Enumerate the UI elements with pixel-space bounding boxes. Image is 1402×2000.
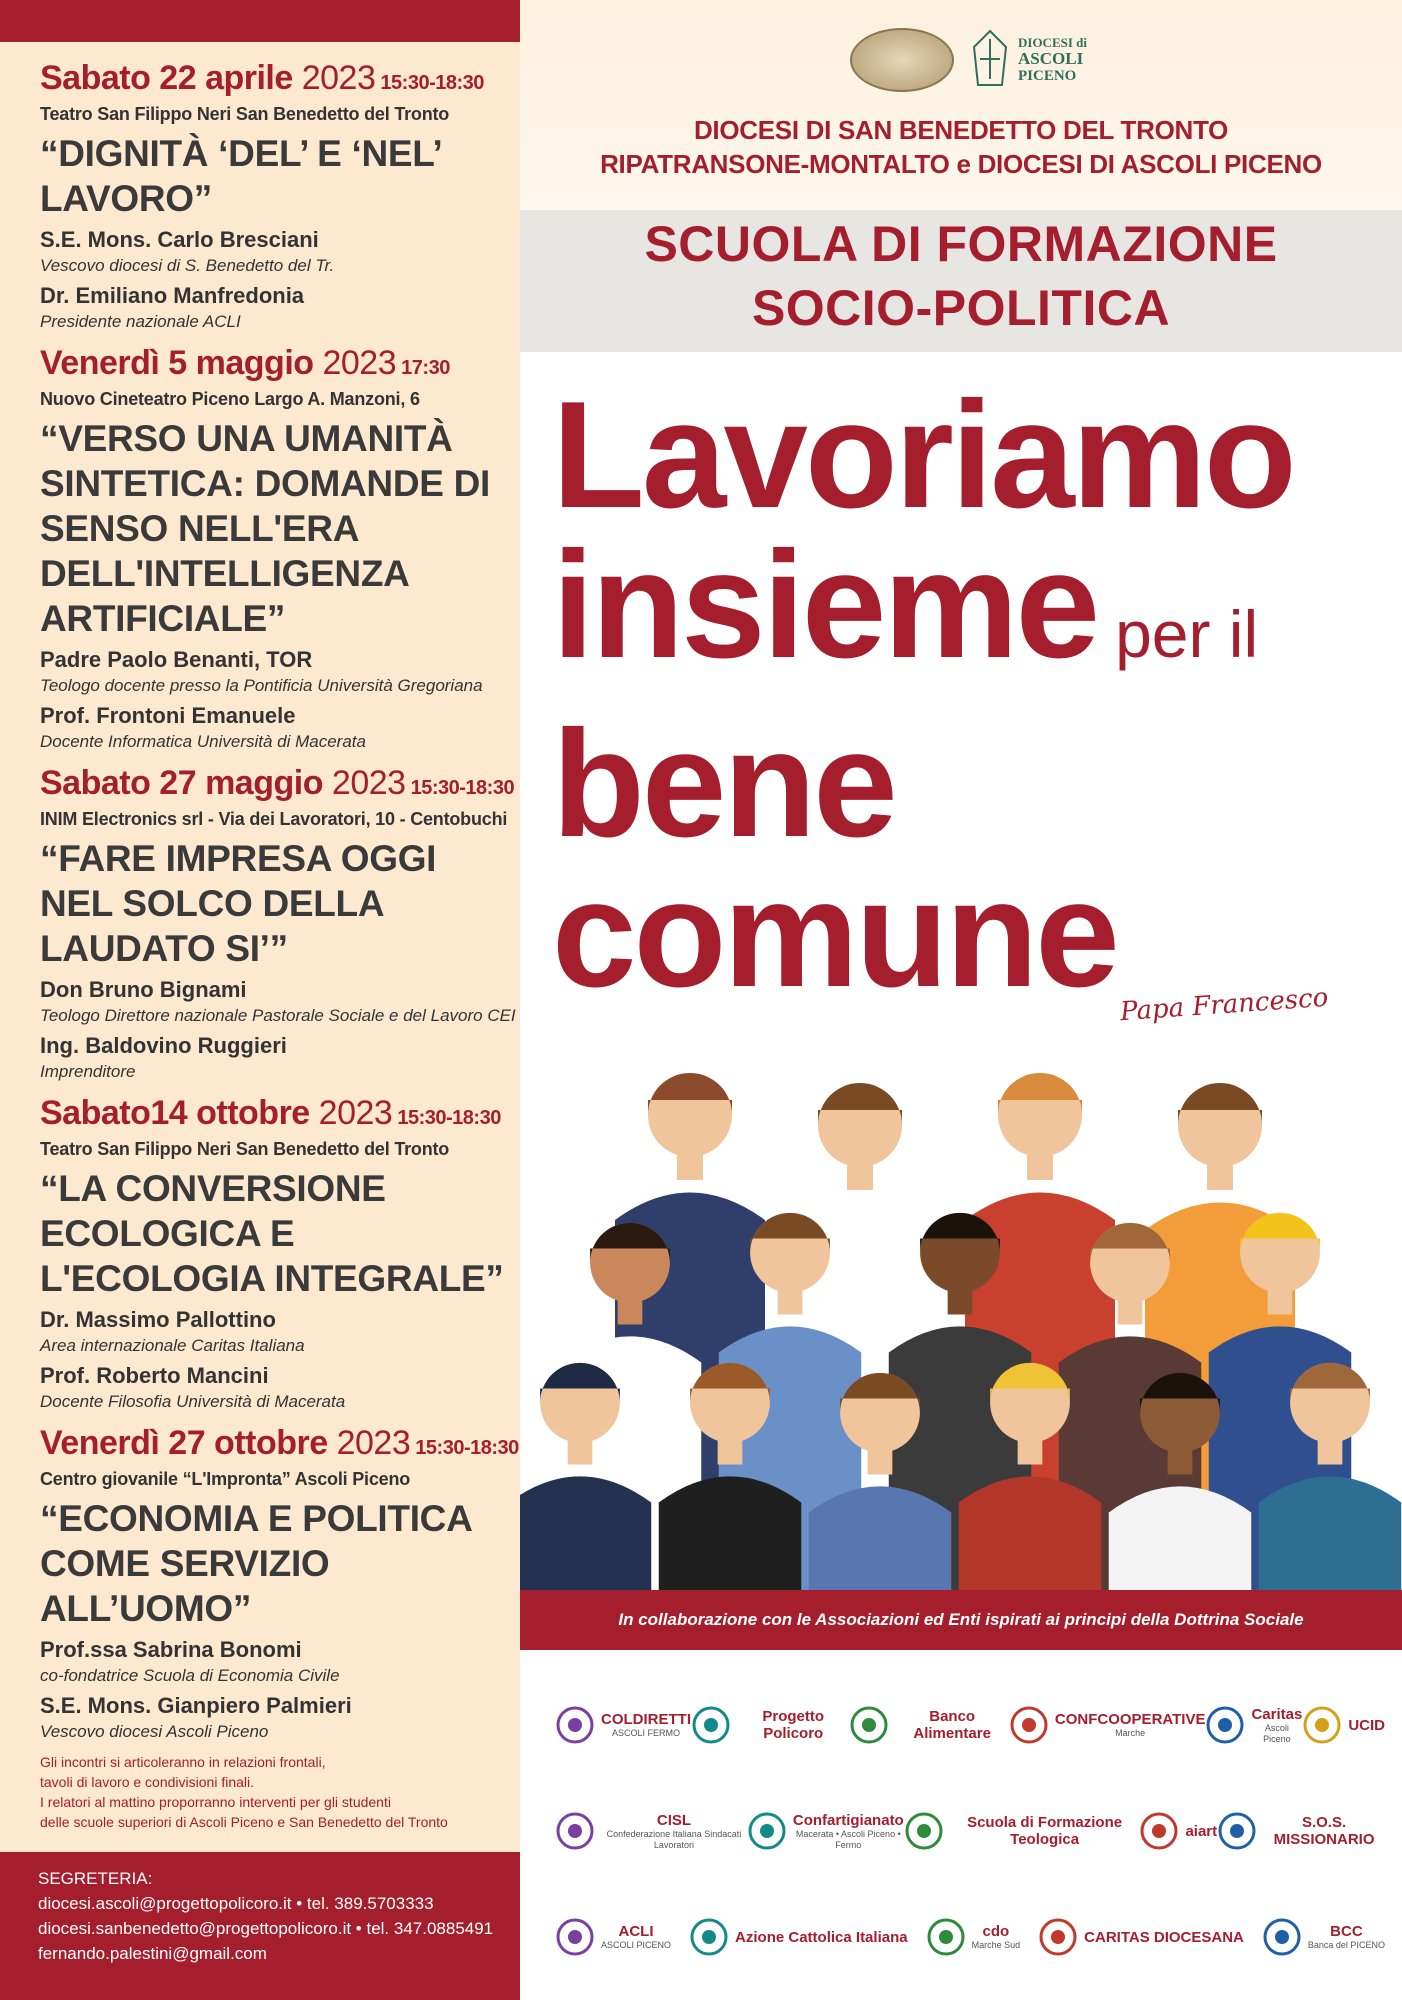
partner-name: UCID — [1348, 1716, 1385, 1734]
event-day: Sabato 27 maggio — [40, 764, 332, 802]
slogan-line: Lavoriamo — [552, 370, 1294, 540]
secretariat-label: SEGRETERIA: — [38, 1869, 153, 1888]
partner-mark-icon — [1217, 1811, 1257, 1851]
person-body — [659, 1476, 802, 1590]
partner-logo — [691, 1680, 849, 1770]
event-block — [40, 763, 516, 1083]
diocese-logo-line: PICENO — [1018, 68, 1077, 84]
event-year: 2023 — [336, 1424, 411, 1462]
slogan-line: insieme — [552, 520, 1098, 690]
event-time: 15:30-18:30 — [375, 72, 484, 94]
partner-subtitle: ASCOLI PICENO — [601, 1940, 672, 1950]
partner-subtitle: Marche Sud — [971, 1940, 1021, 1950]
speaker-role: Teologo Direttore nazionale Pastorale Sociale e del Lavoro CEI — [40, 1006, 516, 1025]
partner-name: Scuola di Formazione Teologica — [967, 1814, 1123, 1848]
event-title: “ECONOMIA E POLITICA COME SERVIZIO ALL’UOMO” — [40, 1498, 472, 1629]
event-list — [40, 58, 519, 1753]
note-line: tavoli di lavoro e condivisioni finali. — [40, 1774, 254, 1790]
event-date — [40, 58, 510, 103]
speaker-role: Vescovo diocesi Ascoli Piceno — [40, 1722, 269, 1741]
partner-logo — [1038, 1892, 1244, 1982]
partner-name: CONFCOOPERATIVE — [1054, 1711, 1206, 1728]
partner-mark-icon — [1262, 1917, 1302, 1957]
partner-mark-icon — [691, 1705, 731, 1745]
event-date — [40, 763, 515, 808]
partner-name: aiart — [1185, 1822, 1218, 1840]
partner-name: Azione Cattolica Italiana — [735, 1928, 908, 1946]
event-place: Teatro San Filippo Neri San Benedetto del Tronto — [40, 104, 450, 124]
san-benedetto-seal-logo — [850, 28, 954, 92]
event-day: Sabato14 ottobre — [40, 1094, 319, 1132]
partner-mark-icon — [904, 1811, 944, 1851]
partner-logo — [904, 1786, 1140, 1876]
partner-subtitle: Confederazione Italiana Sindacati Lavoratori — [606, 1828, 742, 1850]
partner-name: Progetto Policoro — [762, 1708, 825, 1742]
partner-subtitle: Banca del PICENO — [1307, 1940, 1385, 1950]
speaker-name: Dr. Emiliano Manfredonia — [40, 283, 305, 308]
slogan-line: comune — [552, 849, 1117, 1019]
event-year: 2023 — [301, 59, 376, 97]
collaboration-text: In collaborazione con le Associazioni ed Enti ispirati ai principi della Dottrina Sociale — [618, 1610, 1304, 1629]
speaker-role: Imprenditore — [40, 1062, 136, 1081]
mitre-icon — [968, 29, 1012, 91]
person-body — [1259, 1476, 1402, 1590]
event-title: “DIGNITÀ ‘DEL’ E ‘NEL’ LAVORO” — [40, 133, 441, 219]
event-year: 2023 — [331, 764, 406, 802]
person-body — [809, 1486, 952, 1590]
partner-mark-icon — [689, 1917, 729, 1957]
partner-logo — [689, 1892, 908, 1982]
speaker-role: Teologo docente presso la Pontificia Università Gregoriana — [40, 676, 483, 695]
partner-mark-icon — [747, 1811, 787, 1851]
event-year: 2023 — [318, 1094, 393, 1132]
secretariat-contact: diocesi.sanbenedetto@progettopolicoro.it • tel. 347.0885491 — [38, 1919, 494, 1938]
partner-mark-icon — [926, 1917, 966, 1957]
partner-mark-icon — [555, 1811, 595, 1851]
event-time: 15:30-18:30 — [405, 777, 515, 799]
partner-logo — [1262, 1892, 1385, 1982]
partner-logo — [1302, 1680, 1385, 1770]
partner-mark-icon — [1205, 1705, 1245, 1745]
event-time: 17:30 — [396, 357, 450, 379]
partner-logo — [1217, 1786, 1385, 1876]
partner-row — [555, 1884, 1385, 1990]
event-date — [40, 1423, 519, 1468]
speaker-name: S.E. Mons. Carlo Bresciani — [40, 227, 319, 252]
speaker-role: co-fondatrice Scuola di Economia Civile — [40, 1666, 340, 1685]
speaker-name: Don Bruno Bignami — [40, 977, 247, 1002]
event-block — [40, 343, 510, 753]
partner-subtitle: Marche — [1115, 1728, 1146, 1738]
notes — [40, 1752, 510, 1832]
note-line: Gli incontri si articoleranno in relazioni frontali, — [40, 1754, 326, 1770]
event-date — [40, 343, 510, 388]
partner-subtitle: Ascoli Piceno — [1263, 1722, 1291, 1744]
program-column — [0, 0, 520, 2000]
partner-logos — [555, 1672, 1385, 1990]
workers-illustration — [520, 1060, 1402, 1590]
ascoli-diocese-logo — [968, 29, 1087, 91]
diocese-logos — [850, 28, 1087, 92]
speaker-name: Padre Paolo Benanti, TOR — [40, 647, 313, 672]
poster-main — [520, 0, 1402, 2000]
speaker-name: S.E. Mons. Gianpiero Palmieri — [40, 1693, 352, 1718]
secretariat-box — [0, 1852, 520, 2000]
partner-mark-icon — [555, 1917, 595, 1957]
event-time: 15:30-18:30 — [410, 1437, 519, 1459]
event-day: Venerdì 27 ottobre — [40, 1424, 337, 1462]
partner-mark-icon — [555, 1705, 595, 1745]
partner-logo — [1205, 1680, 1302, 1770]
partner-mark-icon — [1139, 1811, 1179, 1851]
event-block — [40, 58, 510, 333]
partner-name: CISL — [656, 1811, 692, 1829]
partner-name: cdo — [982, 1923, 1010, 1940]
partner-mark-icon — [849, 1705, 889, 1745]
person-body — [1109, 1486, 1252, 1590]
person-body — [959, 1476, 1102, 1590]
speaker-name: Prof. Frontoni Emanuele — [40, 703, 296, 728]
speaker-role: Vescovo diocesi di S. Benedetto del Tr. — [40, 256, 335, 275]
partner-mark-icon — [1038, 1917, 1078, 1957]
partner-row — [555, 1672, 1385, 1778]
diocese-title-line: RIPATRANSONE-MONTALTO e DIOCESI DI ASCOLI PICENO — [600, 149, 1322, 179]
event-place: Teatro San Filippo Neri San Benedetto del Tronto — [40, 1139, 450, 1159]
partner-row — [555, 1778, 1385, 1884]
partner-logo — [555, 1680, 691, 1770]
speaker-role: Presidente nazionale ACLI — [40, 312, 241, 331]
partner-name: Banco Alimentare — [913, 1708, 991, 1742]
speaker-name: Ing. Baldovino Ruggieri — [40, 1033, 287, 1058]
partner-logo — [1139, 1786, 1217, 1876]
event-date — [40, 1093, 510, 1138]
event-time: 15:30-18:30 — [392, 1107, 501, 1129]
event-title: “FARE IMPRESA OGGI NEL SOLCO DELLA LAUDATO SI’” — [40, 838, 437, 969]
partner-mark-icon — [1009, 1705, 1049, 1745]
diocese-logo-line: DIOCESI di — [1018, 35, 1087, 50]
speaker-role: Docente Filosofia Università di Macerata — [40, 1392, 346, 1411]
secretariat-contact: diocesi.ascoli@progettopolicoro.it • tel. 389.5703333 — [38, 1894, 434, 1913]
partner-logo — [926, 1892, 1021, 1982]
partner-subtitle: Macerata • Ascoli Piceno • Fermo — [795, 1828, 901, 1850]
school-title — [520, 212, 1402, 340]
pope-signature: Papa Francesco — [1119, 982, 1330, 1028]
partner-name: S.O.S. MISSIONARIO — [1273, 1814, 1375, 1848]
event-title: “VERSO UNA UMANITÀ SINTETICA: DOMANDE DI SENSO NELL'ERA DELL'INTELLIGENZA ARTIFICIALE” — [40, 418, 491, 639]
event-place: INIM Electronics srl - Via dei Lavoratori, 10 - Centobuchi — [40, 809, 508, 829]
top-accent-bar — [0, 0, 520, 42]
event-place: Centro giovanile “L'Impronta” Ascoli Piceno — [40, 1469, 411, 1489]
speaker-name: Prof.ssa Sabrina Bonomi — [40, 1637, 302, 1662]
partner-name: CARITAS DIOCESANA — [1084, 1928, 1244, 1946]
partner-logo — [555, 1786, 747, 1876]
partner-name: Caritas — [1251, 1705, 1303, 1723]
speaker-name: Prof. Roberto Mancini — [40, 1363, 269, 1388]
secretariat-contact: fernando.palestini@gmail.com — [38, 1944, 267, 1963]
event-day: Venerdì 5 maggio — [40, 344, 323, 382]
event-title: “LA CONVERSIONE ECOLOGICA E L'ECOLOGIA INTEGRALE” — [40, 1168, 504, 1299]
partner-name: BCC — [1330, 1923, 1363, 1940]
event-block — [40, 1093, 510, 1413]
person-body — [520, 1476, 651, 1590]
event-place: Nuovo Cineteatro Piceno Largo A. Manzoni, 6 — [40, 389, 420, 409]
partner-logo — [747, 1786, 904, 1876]
slogan-line: bene — [552, 699, 895, 869]
speaker-role: Area internazionale Caritas Italiana — [40, 1336, 305, 1355]
slogan-small: per il — [1115, 597, 1259, 671]
partner-logo — [849, 1680, 1008, 1770]
note-line: I relatori al mattino proporranno interventi per gli studenti — [40, 1794, 391, 1810]
partner-logo — [555, 1892, 671, 1982]
school-title-line: SOCIO-POLITICA — [751, 280, 1171, 336]
collaboration-band — [520, 1590, 1402, 1650]
school-title-line: SCUOLA DI FORMAZIONE — [644, 216, 1278, 272]
partner-name: COLDIRETTI — [601, 1711, 691, 1728]
partner-logo — [1009, 1680, 1206, 1770]
diocese-logo-line: ASCOLI — [1018, 49, 1084, 68]
diocese-title-line: DIOCESI DI SAN BENEDETTO DEL TRONTO — [693, 115, 1229, 145]
diocese-title — [520, 113, 1402, 181]
event-block — [40, 1423, 519, 1743]
note-line: delle scuole superiori di Ascoli Piceno e San Benedetto del Tronto — [40, 1814, 448, 1830]
partner-mark-icon — [1302, 1705, 1342, 1745]
event-day: Sabato 22 aprile — [40, 59, 302, 97]
speaker-role: Docente Informatica Università di Macerata — [40, 732, 366, 751]
partner-name: ACLI — [618, 1923, 654, 1940]
speaker-name: Dr. Massimo Pallottino — [40, 1307, 276, 1332]
partner-name: Confartigianato — [792, 1811, 904, 1829]
event-year: 2023 — [322, 344, 397, 382]
partner-subtitle: ASCOLI FERMO — [611, 1728, 680, 1738]
